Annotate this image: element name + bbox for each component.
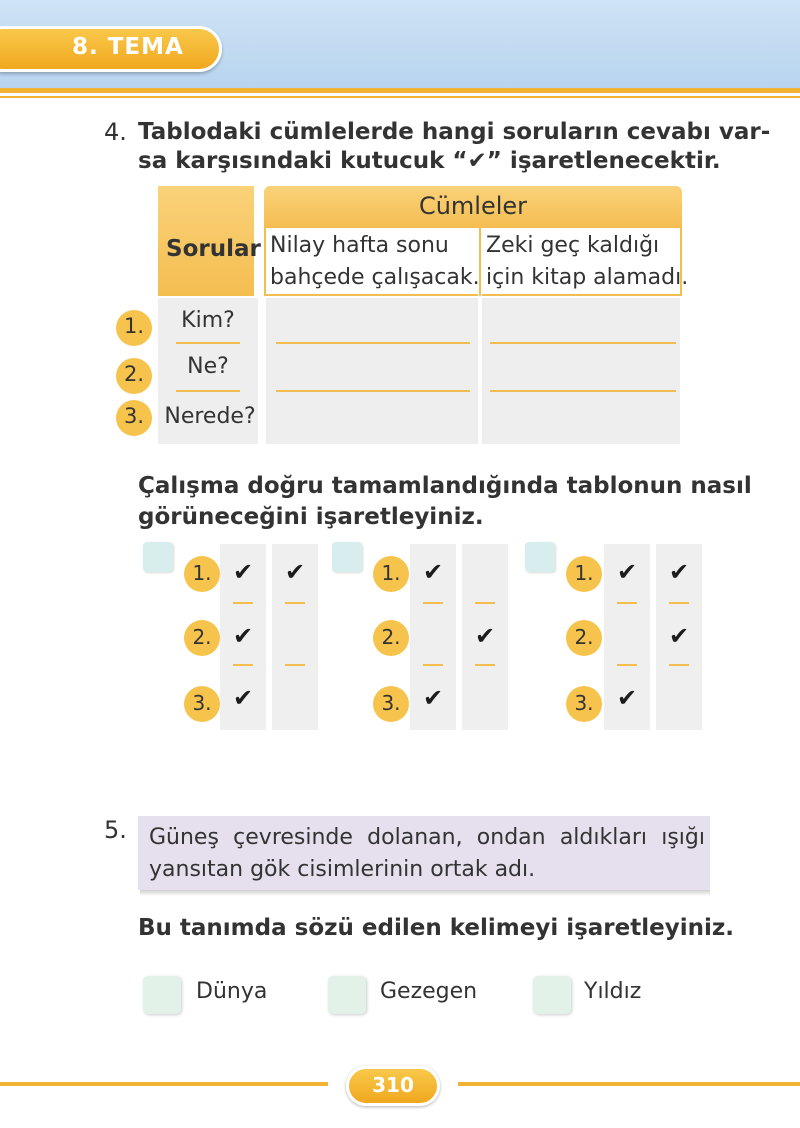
sentence-1-underline xyxy=(266,294,478,296)
row-number-2: 2. xyxy=(116,358,152,394)
definition-box-shadow xyxy=(140,890,710,896)
option-b-cell-2-1 xyxy=(410,606,456,668)
answer-line-1-1 xyxy=(276,342,470,344)
tema-label: 8. TEMA xyxy=(72,34,184,60)
row-label-nerede: Nerede? xyxy=(164,404,256,429)
answer-dunya-label: Dünya xyxy=(196,979,268,1004)
option-a-dash xyxy=(233,664,253,666)
option-a-check-3-1: ✔ xyxy=(232,684,254,712)
option-a-check-1-2: ✔ xyxy=(284,558,306,586)
option-a-dash xyxy=(285,664,305,666)
option-b-row-2-number: 2. xyxy=(373,620,409,656)
option-c-cell-3-2 xyxy=(656,668,702,730)
footer-line-right xyxy=(458,1082,800,1086)
answer-line-1-2 xyxy=(490,342,676,344)
row-1-underline xyxy=(176,342,240,344)
option-c-dash xyxy=(669,602,689,604)
option-b-row-1-number: 1. xyxy=(373,556,409,592)
option-c-check-1-2: ✔ xyxy=(668,558,690,586)
option-c-check-3-1: ✔ xyxy=(616,684,638,712)
option-c-row-3-number: 3. xyxy=(566,686,602,722)
option-b-check-3-1: ✔ xyxy=(422,684,444,712)
answer-dunya-checkbox[interactable] xyxy=(143,976,181,1014)
option-b-cell-3-2 xyxy=(462,668,508,730)
answer-gezegen-label: Gezegen xyxy=(380,979,478,1004)
header-divider-thin xyxy=(0,96,800,98)
option-a-row-1-number: 1. xyxy=(184,556,220,592)
sentence-2-line1: Zeki geç kaldığı xyxy=(486,233,660,258)
option-c-cell-2-1 xyxy=(604,606,650,668)
option-a-check-2-1: ✔ xyxy=(232,622,254,650)
option-a-dash xyxy=(233,602,253,604)
answer-yildiz-label: Yıldız xyxy=(584,979,642,1004)
option-a-row-2-number: 2. xyxy=(184,620,220,656)
option-c-row-2-number: 2. xyxy=(566,620,602,656)
question-4-text-line1: Tablodaki cümlelerde hangi soruların cevabı var- xyxy=(138,119,771,145)
option-b-dash xyxy=(423,602,443,604)
option-c-dash xyxy=(617,602,637,604)
option-b-check-1-1: ✔ xyxy=(422,558,444,586)
option-b-cell-1-2 xyxy=(462,544,508,606)
question-4-text-line2: sa karşısındaki kutucuk “✔” işaretlenecektir. xyxy=(138,148,721,174)
sentence-2-line2: için kitap alamadı. xyxy=(486,265,689,290)
question-4-number: 4. xyxy=(104,118,127,146)
answer-column-2 xyxy=(482,298,680,444)
question-5-instruction: Bu tanımda sözü edilen kelimeyi işaretleyiniz. xyxy=(138,915,734,941)
option-b-dash xyxy=(475,664,495,666)
row-number-1: 1. xyxy=(116,310,152,346)
row-header-label: Sorular xyxy=(166,236,261,262)
question-5-number: 5. xyxy=(104,816,127,844)
option-a-cell-3-2 xyxy=(272,668,318,730)
option-c-dash xyxy=(617,664,637,666)
option-a-check-1-1: ✔ xyxy=(232,558,254,586)
answer-line-2-1 xyxy=(276,390,470,392)
page-number: 310 xyxy=(372,1073,414,1097)
row-label-ne: Ne? xyxy=(187,354,229,379)
option-b-dash xyxy=(423,664,443,666)
option-c-check-2-2: ✔ xyxy=(668,622,690,650)
sentence-1-line1: Nilay hafta sonu xyxy=(270,233,449,258)
option-c-checkbox[interactable] xyxy=(525,542,555,572)
option-b-check-2-2: ✔ xyxy=(474,622,496,650)
row-2-underline xyxy=(176,390,240,392)
option-a-checkbox[interactable] xyxy=(143,542,173,572)
header-divider xyxy=(0,88,800,93)
option-a-row-3-number: 3. xyxy=(184,686,220,722)
option-b-row-3-number: 3. xyxy=(373,686,409,722)
row-label-kim: Kim? xyxy=(181,308,235,333)
option-c-check-1-1: ✔ xyxy=(616,558,638,586)
instruction-line1: Çalışma doğru tamamlandığında tablonun nasıl xyxy=(138,473,752,499)
answer-yildiz-checkbox[interactable] xyxy=(533,976,571,1014)
option-a-cell-2-2 xyxy=(272,606,318,668)
answer-line-2-2 xyxy=(490,390,676,392)
answer-column-1 xyxy=(266,298,478,444)
sentence-1-line2: bahçede çalışacak. xyxy=(270,265,480,290)
option-c-row-1-number: 1. xyxy=(566,556,602,592)
table-header-label: Cümleler xyxy=(418,192,528,220)
option-b-checkbox[interactable] xyxy=(332,542,362,572)
definition-text-line2: yansıtan gök cisimlerinin ortak adı. xyxy=(149,857,536,882)
option-c-dash xyxy=(669,664,689,666)
sentence-2-underline xyxy=(482,294,680,296)
definition-text-line1: Güneş çevresinde dolanan, ondan aldıkları ışığı xyxy=(149,825,705,850)
instruction-line2: görüneceğini işaretleyiniz. xyxy=(138,504,484,530)
option-a-dash xyxy=(285,602,305,604)
row-number-3: 3. xyxy=(116,400,152,436)
answer-gezegen-checkbox[interactable] xyxy=(328,976,366,1014)
footer-line-left xyxy=(0,1082,328,1086)
option-b-dash xyxy=(475,602,495,604)
